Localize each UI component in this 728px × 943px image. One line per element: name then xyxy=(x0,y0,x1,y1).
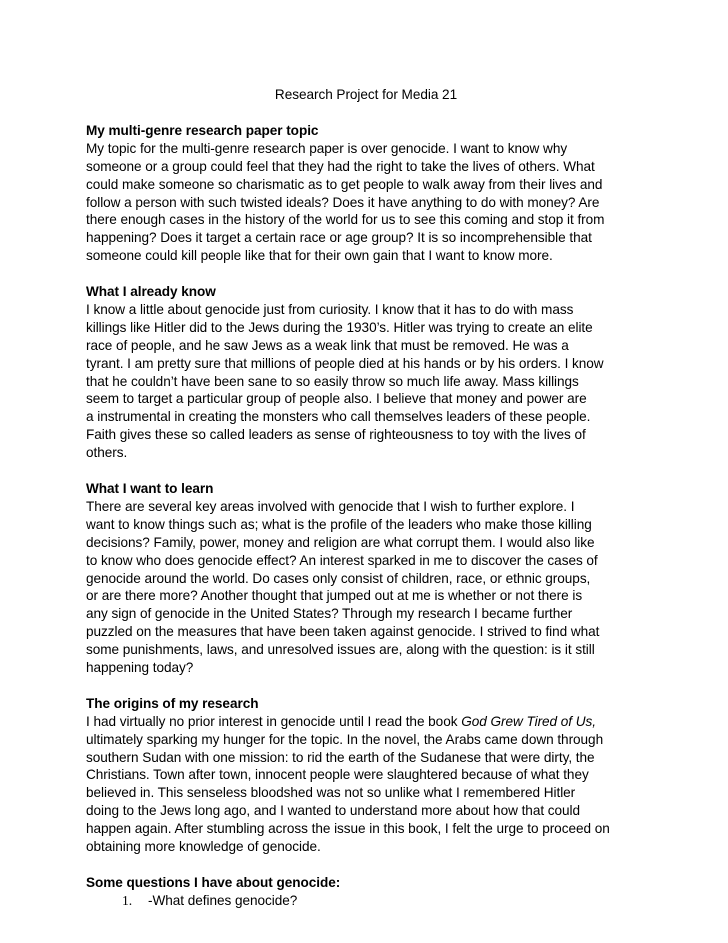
paragraph-text: I had virtually no prior interest in genocide until I read the book xyxy=(86,713,462,729)
paragraph-line: there enough cases in the history of the world for us to see this coming and stop it from xyxy=(86,212,605,228)
section-heading-origins: The origins of my research xyxy=(86,695,259,711)
section-want-to-learn xyxy=(86,480,646,677)
paragraph-line: happening? Does it target a certain race or age group? It is so incomprehensible that xyxy=(86,230,592,246)
paragraph-line: Christians. Town after town, innocent people were slaughtered because of what they xyxy=(86,767,589,783)
section-body-origins xyxy=(86,713,646,856)
paragraph-line: ultimately sparking my hunger for the topic. In the novel, the Arabs came down through xyxy=(86,731,604,747)
paragraph-line: Faith gives these so called leaders as sense of righteousness to toy with the lives of xyxy=(86,427,586,443)
section-heading-already-know: What I already know xyxy=(86,284,216,300)
document-body xyxy=(86,86,646,928)
paragraph-line: seem to target a particular group of people also. I believe that money and power are xyxy=(86,391,587,407)
paragraph-line: someone could kill people like that for their own gain that I want to know more. xyxy=(86,248,553,264)
document-title: Research Project for Media 21 xyxy=(274,87,458,102)
paragraph-line: I know a little about genocide just from curiosity. I know that it has to do with mass xyxy=(86,301,574,317)
paragraph-line: puzzled on the measures that have been taken against genocide. I strived to find what xyxy=(86,624,600,640)
section-body-want-to-learn xyxy=(86,498,646,677)
question-number: 1. xyxy=(122,892,133,908)
paragraph-line: tyrant. I am pretty sure that millions of people died at his hands or by his orders. I know xyxy=(86,355,604,371)
paragraph-line: decisions? Family, power, money and religion are what corrupt them. I would also like xyxy=(86,534,595,550)
section-already-know xyxy=(86,283,646,462)
section-origins xyxy=(86,695,646,856)
paragraph-line xyxy=(86,713,646,731)
paragraph-line: doing to the Jews long ago, and I wanted to understand more about how that could xyxy=(86,803,581,819)
paragraph-line: killings like Hitler did to the Jews during the 1930’s. Hitler was trying to create an elite xyxy=(86,319,593,335)
paragraph-line: that he couldn’t have been sane to so easily throw so much life away. Mass killings xyxy=(86,373,579,389)
question-text: -What defines genocide? xyxy=(148,892,298,908)
paragraph-line: or are there more? Another thought that jumped out at me is whether or not there is xyxy=(86,588,583,604)
section-questions xyxy=(86,874,646,910)
questions-list xyxy=(86,892,646,910)
paragraph-line: happening today? xyxy=(86,660,194,676)
book-title: God Grew Tired of Us, xyxy=(461,713,596,729)
section-heading-topic: My multi-genre research paper topic xyxy=(86,122,319,138)
paragraph-line: genocide around the world. Do cases only consist of children, race, or ethnic groups, xyxy=(86,570,591,586)
section-heading-questions: Some questions I have about genocide: xyxy=(86,874,341,890)
paragraph-line: obtaining more knowledge of genocide. xyxy=(86,839,321,855)
paragraph-line: others. xyxy=(86,445,128,461)
question-item xyxy=(86,892,646,910)
paragraph-line: any sign of genocide in the United States? Through my research I became further xyxy=(86,606,573,622)
paragraph-line: someone or a group could feel that they had the right to take the lives of others. What xyxy=(86,158,595,174)
paragraph-line: a instrumental in creating the monsters who call themselves leaders of these people. xyxy=(86,409,591,425)
paragraph-line: to know who does genocide effect? An interest sparked in me to discover the cases of xyxy=(86,552,598,568)
section-topic xyxy=(86,122,646,265)
paragraph-line: some punishments, laws, and unresolved issues are, along with the question: is it still xyxy=(86,642,595,658)
paragraph-line: race of people, and he saw Jews as a weak link that must be removed. He was a xyxy=(86,337,569,353)
paragraph-line: southern Sudan with one mission: to rid the earth of the Sudanese that were dirty, the xyxy=(86,749,595,765)
paragraph-line: could make someone so charismatic as to get people to walk away from their lives and xyxy=(86,176,603,192)
section-body-topic xyxy=(86,140,646,265)
paragraph-line: follow a person with such twisted ideals? Does it have anything to do with money? Are xyxy=(86,194,600,210)
section-heading-want-to-learn: What I want to learn xyxy=(86,481,214,496)
paragraph-line: My topic for the multi-genre research paper is over genocide. I want to know why xyxy=(86,140,568,156)
section-body-already-know xyxy=(86,301,646,462)
paragraph-line: happen again. After stumbling across the issue in this book, I felt the urge to proceed on xyxy=(86,821,610,837)
paragraph-line: believed in. This senseless bloodshed was not so unlike what I remembered Hitler xyxy=(86,785,576,801)
paragraph-line: There are several key areas involved with genocide that I wish to further explore. I xyxy=(86,498,575,514)
paragraph-line: want to know things such as; what is the profile of the leaders who make those killing xyxy=(86,516,592,532)
